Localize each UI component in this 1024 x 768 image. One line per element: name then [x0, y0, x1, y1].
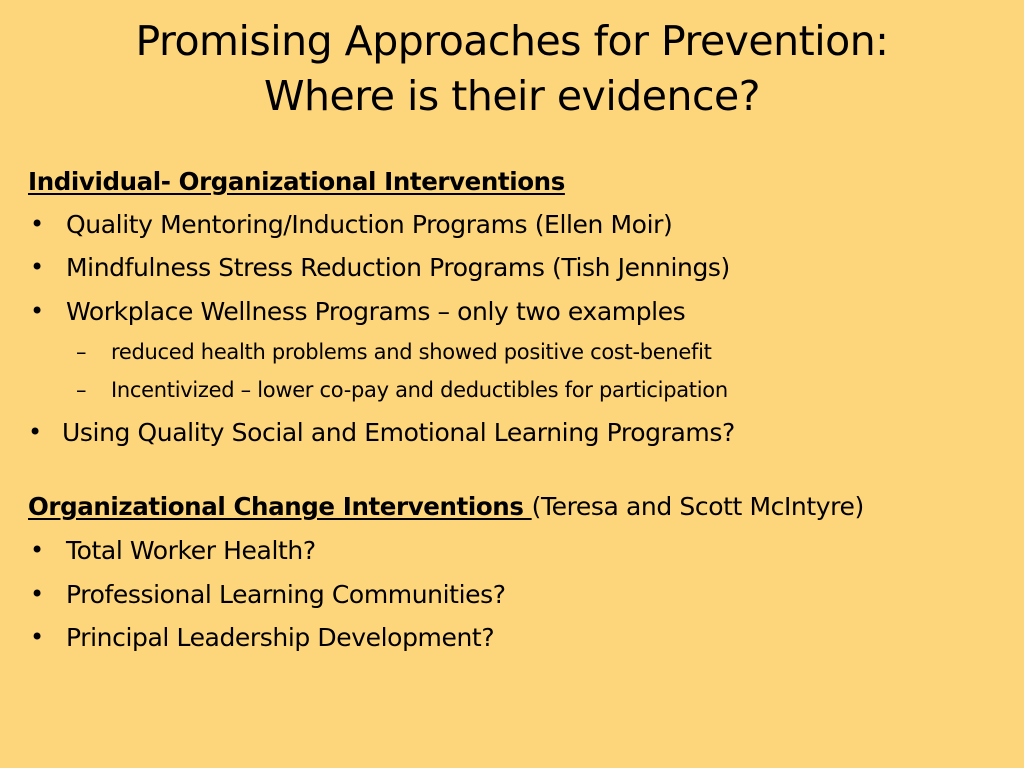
bullet-icon: • — [30, 536, 44, 564]
bullet-text: Mindfulness Stress Reduction Programs (Tish Jennings) — [66, 253, 730, 282]
bullet-icon: • — [30, 580, 44, 608]
bullet-text: Workplace Wellness Programs – only two examples — [66, 297, 686, 326]
bullet-text: Total Worker Health? — [66, 536, 316, 565]
title-line-1: Promising Approaches for Prevention: — [135, 17, 889, 65]
subbullet-text: Incentivized – lower co-pay and deductibles for participation — [111, 378, 728, 402]
section-heading-text: Organizational Change Interventions — [28, 492, 532, 521]
bullet-icon: • — [30, 210, 44, 238]
bullet-text: Principal Leadership Development? — [66, 623, 495, 652]
section-heading-aside: (Teresa and Scott McIntyre) — [531, 492, 864, 521]
bullet-text: Professional Learning Communities? — [66, 580, 506, 609]
bullet-icon: • — [28, 418, 42, 446]
bullet-text: Using Quality Social and Emotional Learning Programs? — [62, 418, 735, 447]
subbullet-text: reduced health problems and showed positive cost-benefit — [111, 340, 712, 364]
slide-title — [0, 14, 1024, 124]
dash-icon: – — [76, 340, 87, 364]
dash-icon: – — [76, 378, 87, 402]
bullet-icon: • — [30, 253, 44, 281]
bullet-icon: • — [30, 297, 44, 325]
section-heading-organizational-change — [28, 492, 864, 521]
title-line-2: Where is their evidence? — [264, 72, 760, 120]
bullet-icon: • — [30, 623, 44, 651]
section-heading-individual-organizational: Individual- Organizational Interventions — [28, 167, 565, 196]
bullet-text: Quality Mentoring/Induction Programs (Ellen Moir) — [66, 210, 673, 239]
